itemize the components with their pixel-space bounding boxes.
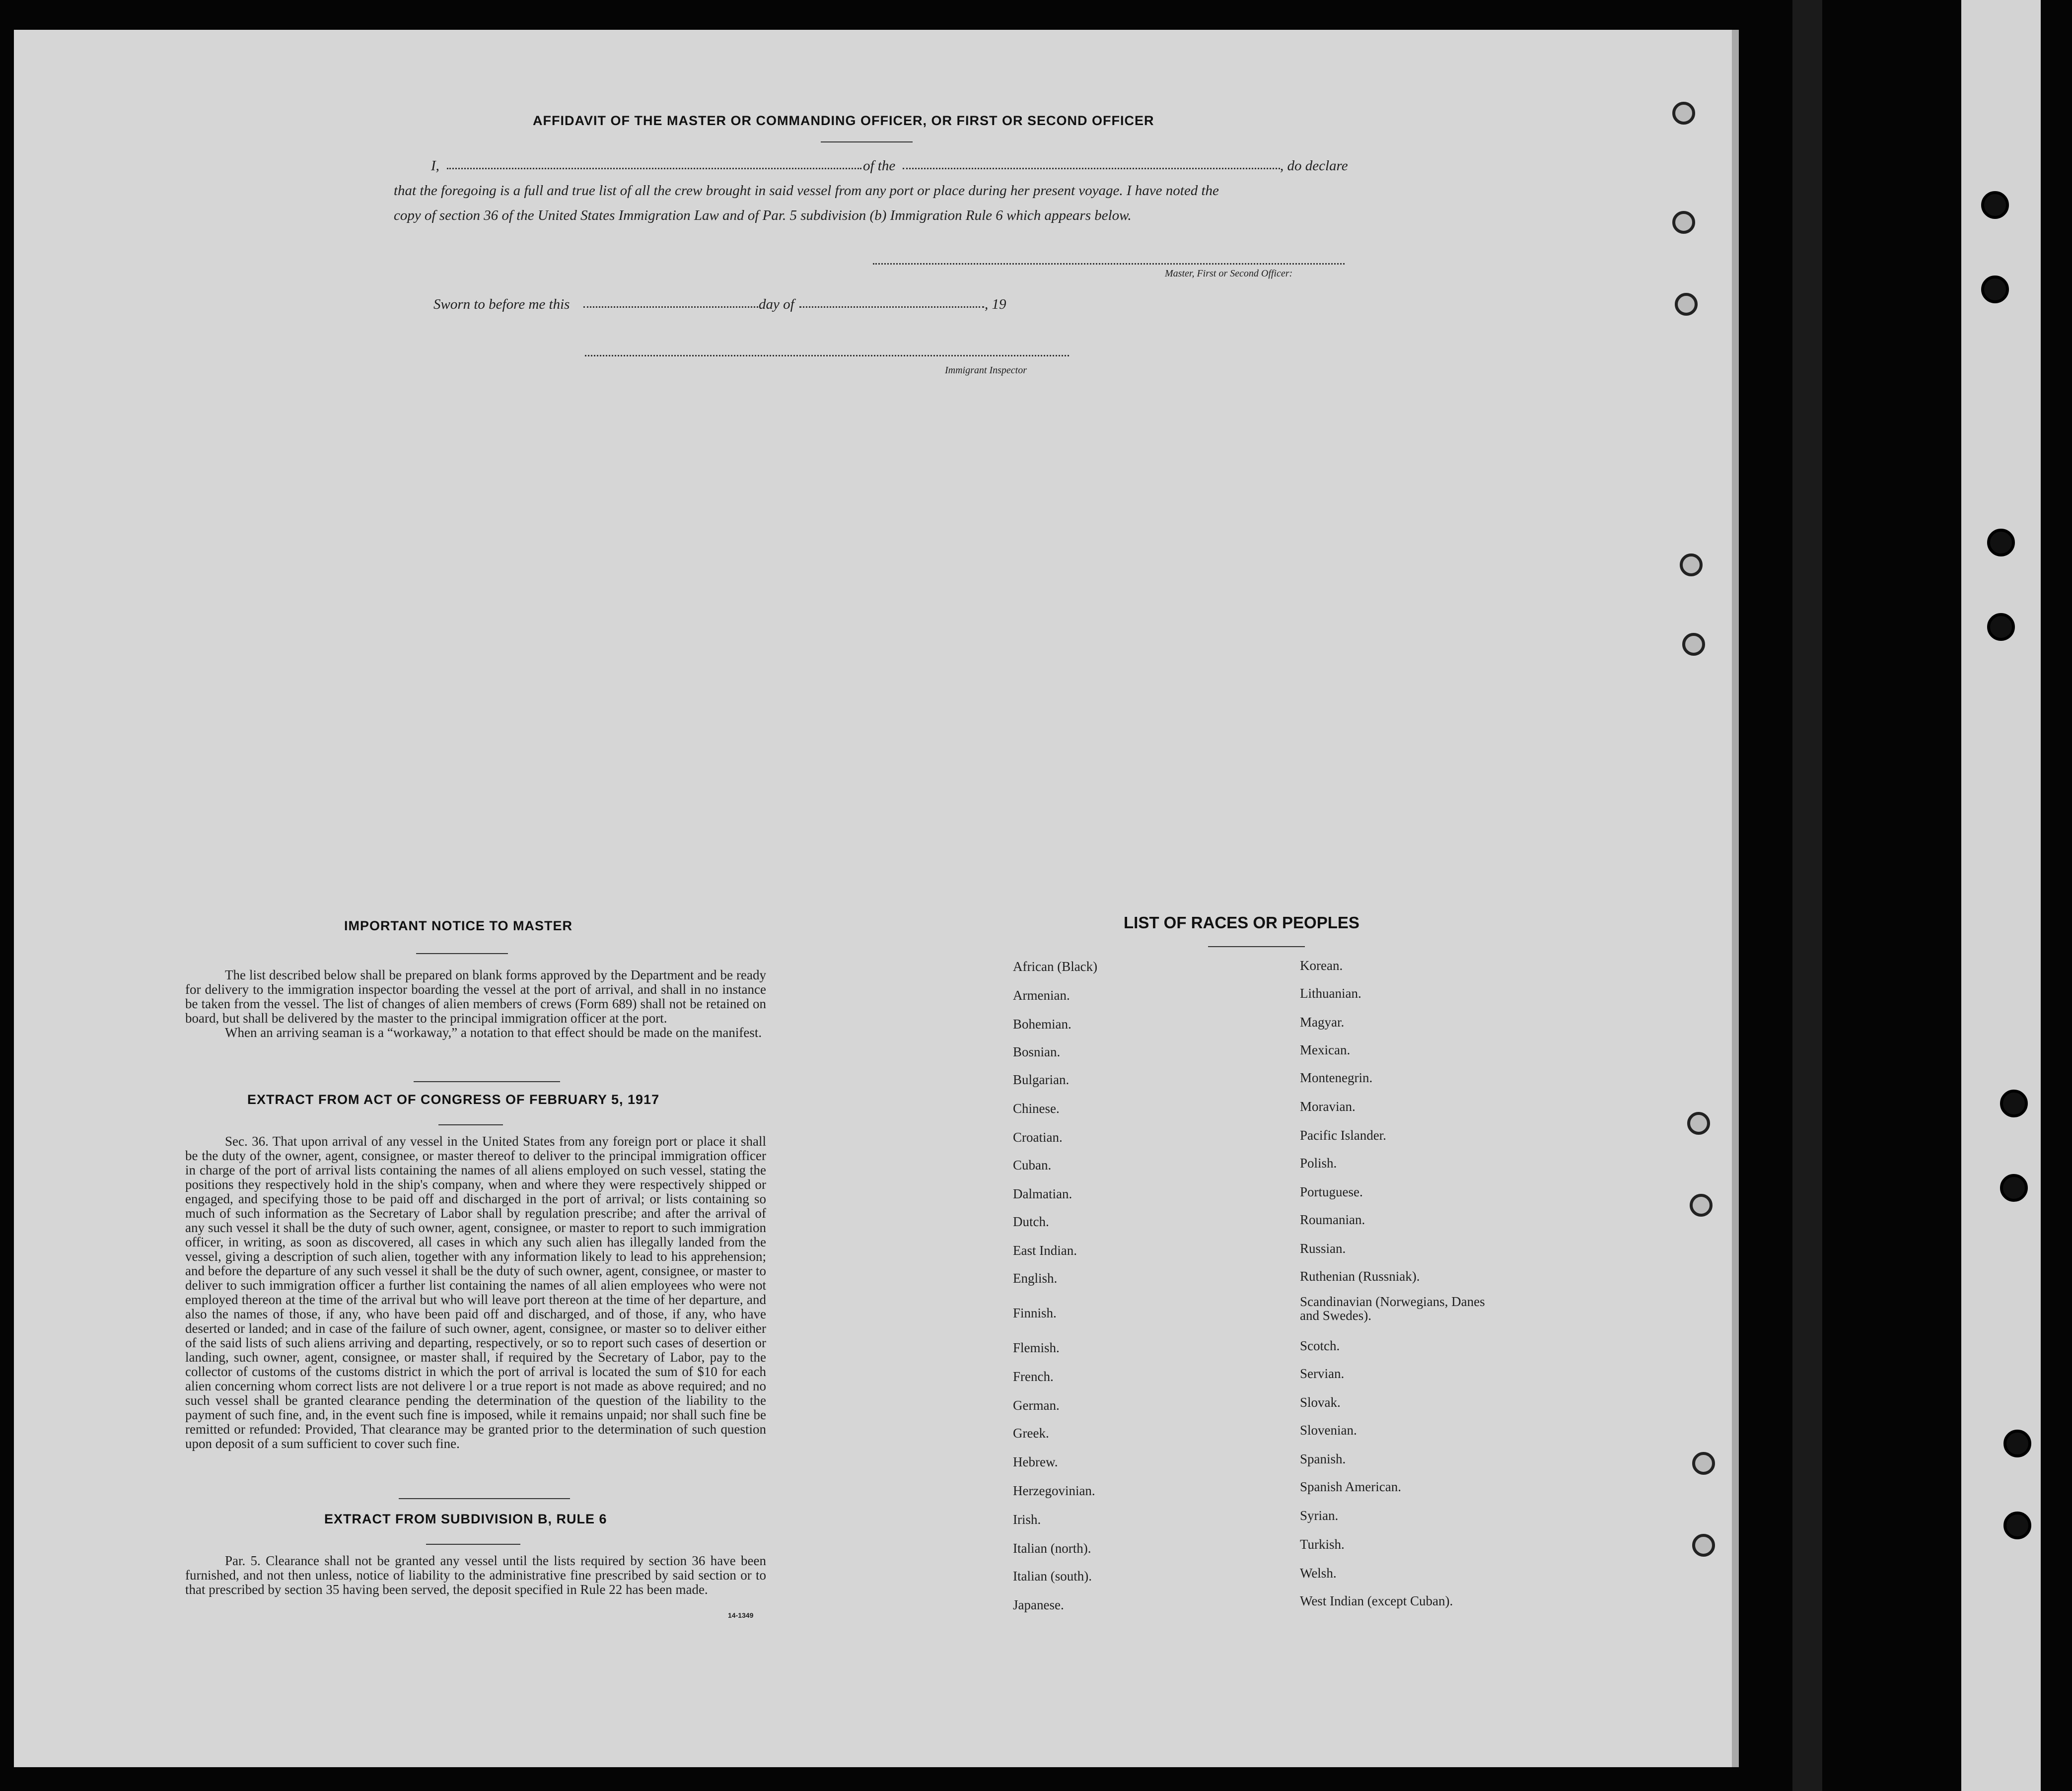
scan-shadow xyxy=(1792,0,1822,1791)
race-left-item: Herzegovinian. xyxy=(1013,1483,1095,1498)
signature-field[interactable] xyxy=(873,263,1345,265)
affidavit-line-2: that the foregoing is a full and true list of all the crew brought in said vessel from any port or place during her present voyage. I have noted the xyxy=(394,183,1219,199)
race-left-item: Finnish. xyxy=(1013,1306,1057,1320)
name-field[interactable] xyxy=(447,168,861,169)
notice-end-rule xyxy=(414,1081,560,1082)
race-right-item: Turkish. xyxy=(1300,1537,1345,1552)
i-label: I, xyxy=(431,158,439,174)
race-left-item: Armenian. xyxy=(1013,988,1070,1003)
punch-hole xyxy=(1672,102,1695,125)
race-right-item: Lithuanian. xyxy=(1300,986,1361,1001)
race-left-item: Greek. xyxy=(1013,1426,1049,1441)
rule-extract-rule xyxy=(426,1544,520,1545)
manifest-page xyxy=(14,30,1739,1767)
race-left-item: German. xyxy=(1013,1398,1060,1413)
race-right-item: Spanish. xyxy=(1300,1451,1346,1466)
punch-hole xyxy=(1692,1534,1715,1557)
binder-hole xyxy=(2000,1090,2028,1117)
binder-hole xyxy=(2003,1512,2031,1539)
race-right-item: West Indian (except Cuban). xyxy=(1300,1593,1453,1608)
notice-paragraph-2: When an arriving seaman is a “workaway,” a notation to that effect should be made on the manifest. xyxy=(225,1025,762,1040)
act-extract-rule xyxy=(438,1124,503,1125)
binder-strip xyxy=(1961,0,2041,1791)
race-left-item: Bulgarian. xyxy=(1013,1072,1070,1087)
signature-label: Master, First or Second Officer: xyxy=(1165,268,1293,279)
race-right-item: Welsh. xyxy=(1300,1566,1337,1581)
day-of-label: day of xyxy=(759,296,794,312)
sworn-month-field[interactable] xyxy=(799,306,984,308)
notice-text xyxy=(185,968,766,1040)
affidavit-line-1 xyxy=(431,158,439,174)
of-the-label: of the xyxy=(863,158,896,174)
race-left-item: Italian (south). xyxy=(1013,1569,1092,1584)
act-extract-text xyxy=(185,1134,766,1451)
punch-hole xyxy=(1675,293,1698,316)
race-left-item: Flemish. xyxy=(1013,1340,1060,1355)
race-right-item: Scotch. xyxy=(1300,1338,1340,1353)
race-right-item: Slovenian. xyxy=(1300,1423,1357,1438)
rule-extract-title: EXTRACT FROM SUBDIVISION B, RULE 6 xyxy=(324,1512,607,1526)
race-right-item: Scandinavian (Norwegians, Danes and Swedes). xyxy=(1300,1294,1485,1323)
year-label: , 19 xyxy=(985,296,1006,312)
race-left-item: Bosnian. xyxy=(1013,1044,1061,1059)
affidavit-title: AFFIDAVIT OF THE MASTER OR COMMANDING OFFICER, OR FIRST OR SECOND OFFICER xyxy=(533,113,1154,128)
race-left-item: East Indian. xyxy=(1013,1243,1077,1258)
do-declare-label: , do declare xyxy=(1280,158,1348,174)
race-left-item: Cuban. xyxy=(1013,1158,1052,1172)
race-left-item: Bohemian. xyxy=(1013,1017,1072,1032)
races-title: LIST OF RACES OR PEOPLES xyxy=(1124,913,1359,932)
race-right-item: Servian. xyxy=(1300,1366,1345,1381)
inspector-label: Immigrant Inspector xyxy=(945,365,1027,376)
race-right-item: Russian. xyxy=(1300,1241,1346,1256)
section-36-text: Sec. 36. That upon arrival of any vessel in the United States from any foreign port or place it shall be the duty of the owner, agent, consignee, or master thereof to deliver to the principal immigration officer in charge of the port of arrival lists containing the names of all aliens employed on such vessel, stating the positions they respectively hold in the ship's company, when and where they were respectively shipped or engaged, and specifying those to be paid off and discharged in the port of arrival; or lists containing so much of such information as the Secretary of Labor shall by regulation prescribe; and after the arrival of any such vessel it shall be the duty of such owner, agent, consignee, or master to report to such immigration officer, in writing, as soon as discovered, all cases in which any such alien has illegally landed from the vessel, giving a description of such alien, together with any information likely to lead to his apprehension; and before the departure of any such vessel it shall be the duty of such owner, agent, consignee, or master to deliver to such immigration officer a further list containing the names of all alien employees who were not employed thereon at the time of the arrival but who will leave port thereon at the time of her departure, and also the names of those, if any, who have been paid off and discharged, and of those, if any, who have deserted or landed; and in case of the failure of such owner, agent, consignee, or master so to deliver either of the said lists of such aliens arriving and departing, respectively, or so to report such cases of desertion or landing, such owner, agent, consignee, or master shall, if required by the Secretary of Labor, pay to the collector of customs of the customs district in which the port of arrival is located the sum of $10 for each alien concerning whom correct lists are not delivere l or a true report is not made as above required; and no such vessel shall be granted clearance pending the determination of the question of the liability to the payment of such fine, and, in the event such fine is imposed, while it remains unpaid; nor shall such fine be remitted or refunded: Provided, That clearance may be granted prior to the determination of such question upon deposit of a sum sufficient to cover such fine. xyxy=(185,1134,766,1451)
race-left-item: Italian (north). xyxy=(1013,1541,1091,1556)
races-rule xyxy=(1208,946,1305,947)
sworn-label: Sworn to before me this xyxy=(433,296,570,312)
race-right-item: Moravian. xyxy=(1300,1099,1356,1114)
binder-hole xyxy=(1987,613,2015,641)
race-right-item: Polish. xyxy=(1300,1156,1337,1171)
sworn-day-field[interactable] xyxy=(583,306,758,308)
binder-hole xyxy=(2000,1174,2028,1202)
punch-hole xyxy=(1687,1112,1710,1135)
rule-extract-text xyxy=(185,1554,766,1597)
race-right-item: Roumanian. xyxy=(1300,1212,1365,1227)
binder-hole xyxy=(2003,1430,2031,1457)
binder-hole xyxy=(1981,276,2009,303)
race-right-item: Pacific Islander. xyxy=(1300,1128,1386,1143)
punch-hole xyxy=(1680,553,1703,576)
race-left-item: Irish. xyxy=(1013,1512,1041,1527)
race-right-item: Montenegrin. xyxy=(1300,1070,1373,1085)
race-left-item: Dutch. xyxy=(1013,1214,1049,1229)
vessel-field[interactable] xyxy=(903,168,1280,169)
form-code: 14-1349 xyxy=(728,1611,754,1619)
par-5-text: Par. 5. Clearance shall not be granted any vessel until the lists required by section 36 have been furnished, and not then unless, notice of liability to the administrative fine prescribed by said section or to that prescribed by section 35 having been served, the deposit specified in Rule 22 has been made. xyxy=(185,1553,766,1597)
punch-hole xyxy=(1682,633,1705,656)
notice-title: IMPORTANT NOTICE TO MASTER xyxy=(344,918,572,933)
race-right-item: Korean. xyxy=(1300,958,1343,973)
race-right-item: Slovak. xyxy=(1300,1395,1341,1410)
race-left-item: English. xyxy=(1013,1271,1058,1286)
race-left-item: African (Black) xyxy=(1013,959,1098,974)
race-left-item: Croatian. xyxy=(1013,1130,1063,1145)
inspector-signature-field[interactable] xyxy=(585,355,1069,356)
race-right-item: Magyar. xyxy=(1300,1015,1345,1030)
race-left-item: Dalmatian. xyxy=(1013,1186,1072,1201)
race-right-item: Ruthenian (Russniak). xyxy=(1300,1269,1420,1284)
punch-hole xyxy=(1692,1452,1715,1475)
title-rule xyxy=(821,141,913,142)
race-right-item: Mexican. xyxy=(1300,1042,1351,1057)
race-left-item: Japanese. xyxy=(1013,1597,1064,1612)
race-left-item: Chinese. xyxy=(1013,1101,1060,1116)
act-extract-title: EXTRACT FROM ACT OF CONGRESS OF FEBRUARY 5, 1917 xyxy=(247,1092,660,1107)
affidavit-line-3: copy of section 36 of the United States Immigration Law and of Par. 5 subdivision (b) Immigration Rule 6 which appears below. xyxy=(394,207,1132,223)
notice-rule xyxy=(416,953,508,954)
race-right-item: Portuguese. xyxy=(1300,1184,1363,1199)
punch-hole xyxy=(1672,211,1695,234)
notice-paragraph-1: The list described below shall be prepared on blank forms approved by the Department and be ready for delivery to the immigration inspector boarding the vessel at the port of arrival, and shall in no instance be taken from the vessel. The list of changes of alien members of crews (Form 689) shall not be retained on board, but shall be delivered by the master to the principal immigration officer at the port. xyxy=(185,967,766,1026)
race-right-item: Spanish American. xyxy=(1300,1479,1401,1494)
race-left-item: Hebrew. xyxy=(1013,1454,1058,1469)
binder-hole xyxy=(1987,529,2015,556)
race-left-item: French. xyxy=(1013,1369,1054,1384)
act-extract-end-rule xyxy=(399,1498,570,1499)
binder-hole xyxy=(1981,191,2009,219)
race-right-item: Syrian. xyxy=(1300,1508,1339,1523)
punch-hole xyxy=(1690,1194,1713,1217)
